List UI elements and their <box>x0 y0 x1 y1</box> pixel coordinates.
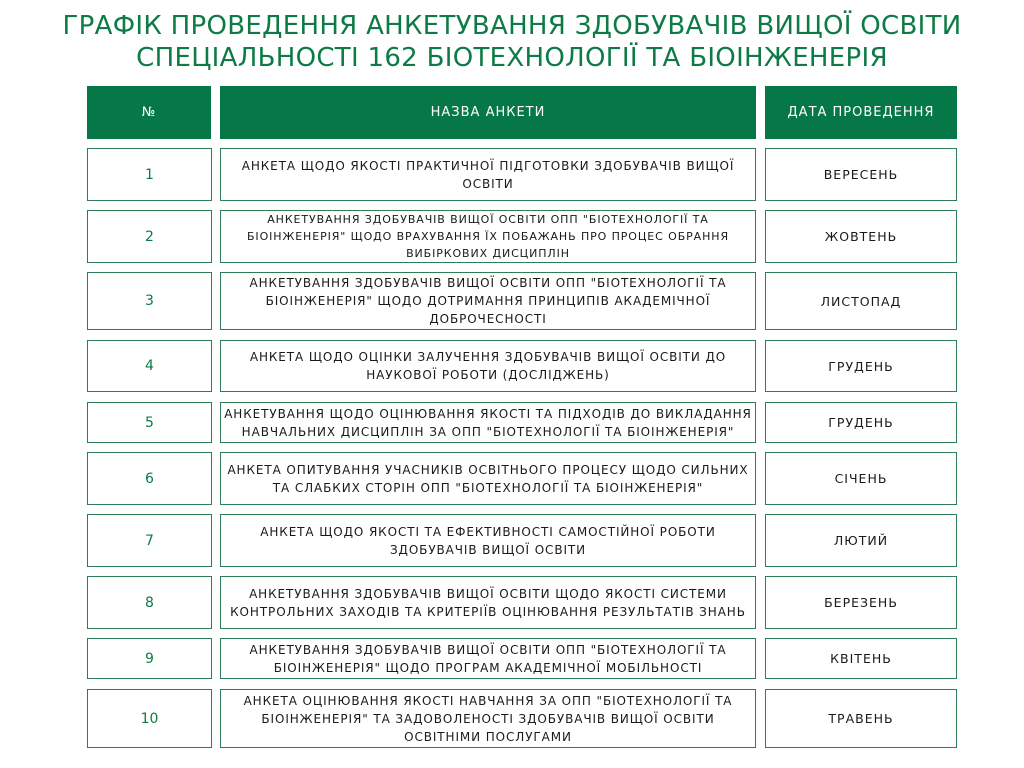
page-title <box>0 10 1024 74</box>
title-line-1: ГРАФІК ПРОВЕДЕННЯ АНКЕТУВАННЯ ЗДОБУВАЧІВ ВИЩОЇ ОСВІТИ <box>62 11 962 41</box>
row-number: 1 <box>87 148 212 201</box>
row-number: 2 <box>87 210 212 263</box>
header-name: НАЗВА АНКЕТИ <box>220 86 756 139</box>
header-date: ДАТА ПРОВЕДЕННЯ <box>765 86 957 139</box>
survey-date: СІЧЕНЬ <box>765 452 957 505</box>
survey-name: АНКЕТУВАННЯ ЩОДО ОЦІНЮВАННЯ ЯКОСТІ ТА ПІДХОДІВ ДО ВИКЛАДАННЯ НАВЧАЛЬНИХ ДИСЦИПЛІН ЗА ОПП "БІОТЕХНОЛОГІЇ ТА БІОІНЖЕНЕРІЯ" <box>220 402 756 443</box>
survey-date: БЕРЕЗЕНЬ <box>765 576 957 629</box>
row-number: 9 <box>87 638 212 679</box>
row-number: 5 <box>87 402 212 443</box>
survey-name: АНКЕТА ЩОДО ЯКОСТІ ТА ЕФЕКТИВНОСТІ САМОСТІЙНОЇ РОБОТИ ЗДОБУВАЧІВ ВИЩОЇ ОСВІТИ <box>220 514 756 567</box>
row-number: 4 <box>87 340 212 392</box>
survey-name: АНКЕТА ОПИТУВАННЯ УЧАСНИКІВ ОСВІТНЬОГО ПРОЦЕСУ ЩОДО СИЛЬНИХ ТА СЛАБКИХ СТОРІН ОПП "БІОТЕХНОЛОГІЇ ТА БІОІНЖЕНЕРІЯ" <box>220 452 756 505</box>
survey-name: АНКЕТА ОЦІНЮВАННЯ ЯКОСТІ НАВЧАННЯ ЗА ОПП "БІОТЕХНОЛОГІЇ ТА БІОІНЖЕНЕРІЯ" ТА ЗАДОВОЛЕНОСТІ ЗДОБУВАЧІВ ВИЩОЇ ОСВІТИ ОСВІТНІМИ ПОСЛУГАМИ <box>220 689 756 748</box>
survey-name: АНКЕТА ЩОДО ЯКОСТІ ПРАКТИЧНОЇ ПІДГОТОВКИ ЗДОБУВАЧІВ ВИЩОЇ ОСВІТИ <box>220 148 756 201</box>
row-number: 8 <box>87 576 212 629</box>
survey-date: ВЕРЕСЕНЬ <box>765 148 957 201</box>
header-number: № <box>87 86 211 139</box>
survey-name: АНКЕТУВАННЯ ЗДОБУВАЧІВ ВИЩОЇ ОСВІТИ ОПП "БІОТЕХНОЛОГІЇ ТА БІОІНЖЕНЕРІЯ" ЩОДО ДОТРИМАННЯ ПРИНЦИПІВ АКАДЕМІЧНОЇ ДОБРОЧЕСНОСТІ <box>220 272 756 330</box>
survey-date: ЛИСТОПАД <box>765 272 957 330</box>
survey-name: АНКЕТУВАННЯ ЗДОБУВАЧІВ ВИЩОЇ ОСВІТИ ЩОДО ЯКОСТІ СИСТЕМИ КОНТРОЛЬНИХ ЗАХОДІВ ТА КРИТЕРІЇВ ОЦІНЮВАННЯ РЕЗУЛЬТАТІВ ЗНАНЬ <box>220 576 756 629</box>
survey-date: ЖОВТЕНЬ <box>765 210 957 263</box>
survey-name: АНКЕТА ЩОДО ОЦІНКИ ЗАЛУЧЕННЯ ЗДОБУВАЧІВ ВИЩОЇ ОСВІТИ ДО НАУКОВОЇ РОБОТИ (ДОСЛІДЖЕНЬ) <box>220 340 756 392</box>
survey-date: ТРАВЕНЬ <box>765 689 957 748</box>
survey-date: КВІТЕНЬ <box>765 638 957 679</box>
row-number: 10 <box>87 689 212 748</box>
survey-date: ГРУДЕНЬ <box>765 340 957 392</box>
title-line-2: СПЕЦІАЛЬНОСТІ 162 БІОТЕХНОЛОГІЇ ТА БІОІНЖЕНЕРІЯ <box>136 43 888 73</box>
survey-date: ГРУДЕНЬ <box>765 402 957 443</box>
row-number: 3 <box>87 272 212 330</box>
survey-name: АНКЕТУВАННЯ ЗДОБУВАЧІВ ВИЩОЇ ОСВІТИ ОПП "БІОТЕХНОЛОГІЇ ТА БІОІНЖЕНЕРІЯ" ЩОДО ПРОГРАМ АКАДЕМІЧНОЇ МОБІЛЬНОСТІ <box>220 638 756 679</box>
survey-name: АНКЕТУВАННЯ ЗДОБУВАЧІВ ВИЩОЇ ОСВІТИ ОПП "БІОТЕХНОЛОГІЇ ТА БІОІНЖЕНЕРІЯ" ЩОДО ВРАХУВАННЯ ЇХ ПОБАЖАНЬ ПРО ПРОЦЕС ОБРАННЯ ВИБІРКОВИХ ДИСЦИПЛІН <box>220 210 756 263</box>
row-number: 6 <box>87 452 212 505</box>
row-number: 7 <box>87 514 212 567</box>
survey-date: ЛЮТИЙ <box>765 514 957 567</box>
